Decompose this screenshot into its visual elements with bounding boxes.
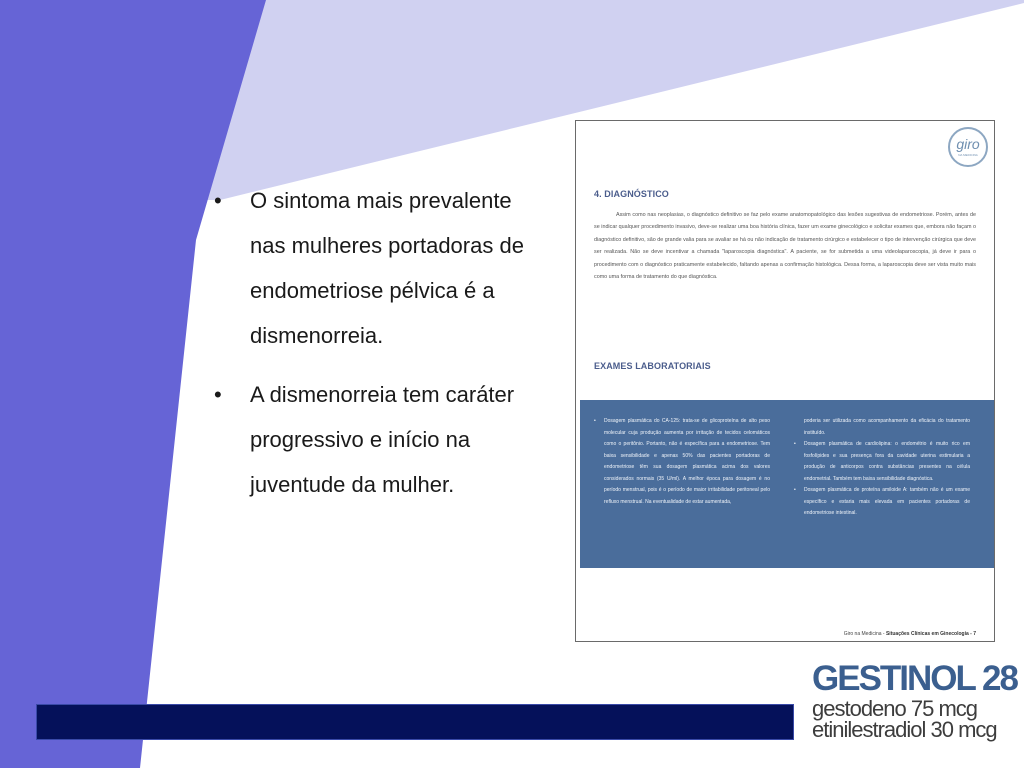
brand-line-2: etinilestradiol 30 mcg xyxy=(812,717,997,742)
document-page-image xyxy=(575,120,995,642)
bullet-item xyxy=(212,372,542,507)
lab-exams-box xyxy=(580,400,994,568)
brand-title: GESTINOL 28 xyxy=(812,659,1017,698)
lab-item-amiloide: • Dosagem plasmática de proteína amiloide A: também não é um exame específico e estaria mais elevada em pacientes portadoras de endometriose intestinal. xyxy=(794,485,970,520)
document-footer xyxy=(844,631,976,637)
bullet-item xyxy=(212,178,542,358)
bullet-marker: • xyxy=(214,382,222,407)
bullet-marker: • xyxy=(214,188,222,213)
logo-text: giro xyxy=(956,136,980,152)
lab-section-title: EXAMES LABORATORIAIS xyxy=(594,361,711,371)
footer-prefix: Giro na Medicina - xyxy=(843,631,885,637)
diagnosis-paragraph-text: Assim como nas neoplasias, o diagnóstico definitivo se faz pelo exame anatomopatológico das lesões sugestivas de endometriose. Porém, antes de se indicar qualquer procedimento invasivo, deve-se realizar uma boa história clínica, fazer um exame ginecológico e solicitar exames que, embora não façam o diagnóstico definitivo, são de grande valia para se avaliar se há ou não indicação de tratamento cirúrgico e estabelecer o tipo de intervenção cirúrgica que deve ser realizada. Não se deve incentivar a chamada "laparoscopia diagnóstica". A paciente, se for submetida a uma videolaparoscopia, já deve ir para o procedimento com o diagnóstico praticamente estabelecido, faltando apenas a confirmação histológica. Dessa forma, a laparoscopia deve ser vista muito mais como uma forma de tratamento do que diagnóstica. xyxy=(594,212,976,281)
lab-column-right xyxy=(794,416,970,520)
lab-column-left xyxy=(594,416,770,508)
diagnosis-paragraph xyxy=(594,209,976,283)
logo-subtext: NA MEDICINA xyxy=(958,153,978,157)
brand-logo xyxy=(812,660,1017,740)
brand-line-1: gestodeno 75 mcg xyxy=(812,696,978,721)
bullet-list xyxy=(212,178,542,521)
bottom-bar xyxy=(36,704,794,740)
section-title: 4. DIAGNÓSTICO xyxy=(594,189,669,199)
footer-title: Situações Clínicas em Ginecologia - 7 xyxy=(885,631,976,637)
lab-item-continuation: poderia ser utilizada como acompanhamento da eficácia do tratamento instituído. xyxy=(804,418,970,436)
bullet-text: O sintoma mais prevalente nas mulheres portadoras de endometriose pélvica é a dismenorreia. xyxy=(250,188,524,348)
lab-item-cardiolipina: • Dosagem plasmática de cardiolipina: o endométrio é muito rico em fosfolípides e sua presença fora da cavidade uterina estimularia a produção de anticorpos contra substâncias presentes na célula endometrial. Também tem baixa sensibilidade diagnóstica. xyxy=(794,439,970,485)
lab-item-ca125: • Dosagem plasmática do CA-125: trata-se de glicoproteína de alto peso molecular cuja produção aumenta por irritação de tecidos celomáticos como o peritônio. Portanto, não é específica para a endometriose. Tem baixa sensibilidade e apenas 50% das pacientes portadoras de endometriose têm sua dosagem plasmática acima dos valores considerados normais (35 U/ml). A melhor época para dosagem é no período menstrual, pois é o período de maior irritabilidade peritoneal pelo refluxo menstrual. Na eventualidade de estar aumentada, xyxy=(594,416,770,508)
bullet-text: A dismenorreia tem caráter progressivo e início na juventude da mulher. xyxy=(250,382,515,497)
giro-logo xyxy=(948,127,988,167)
